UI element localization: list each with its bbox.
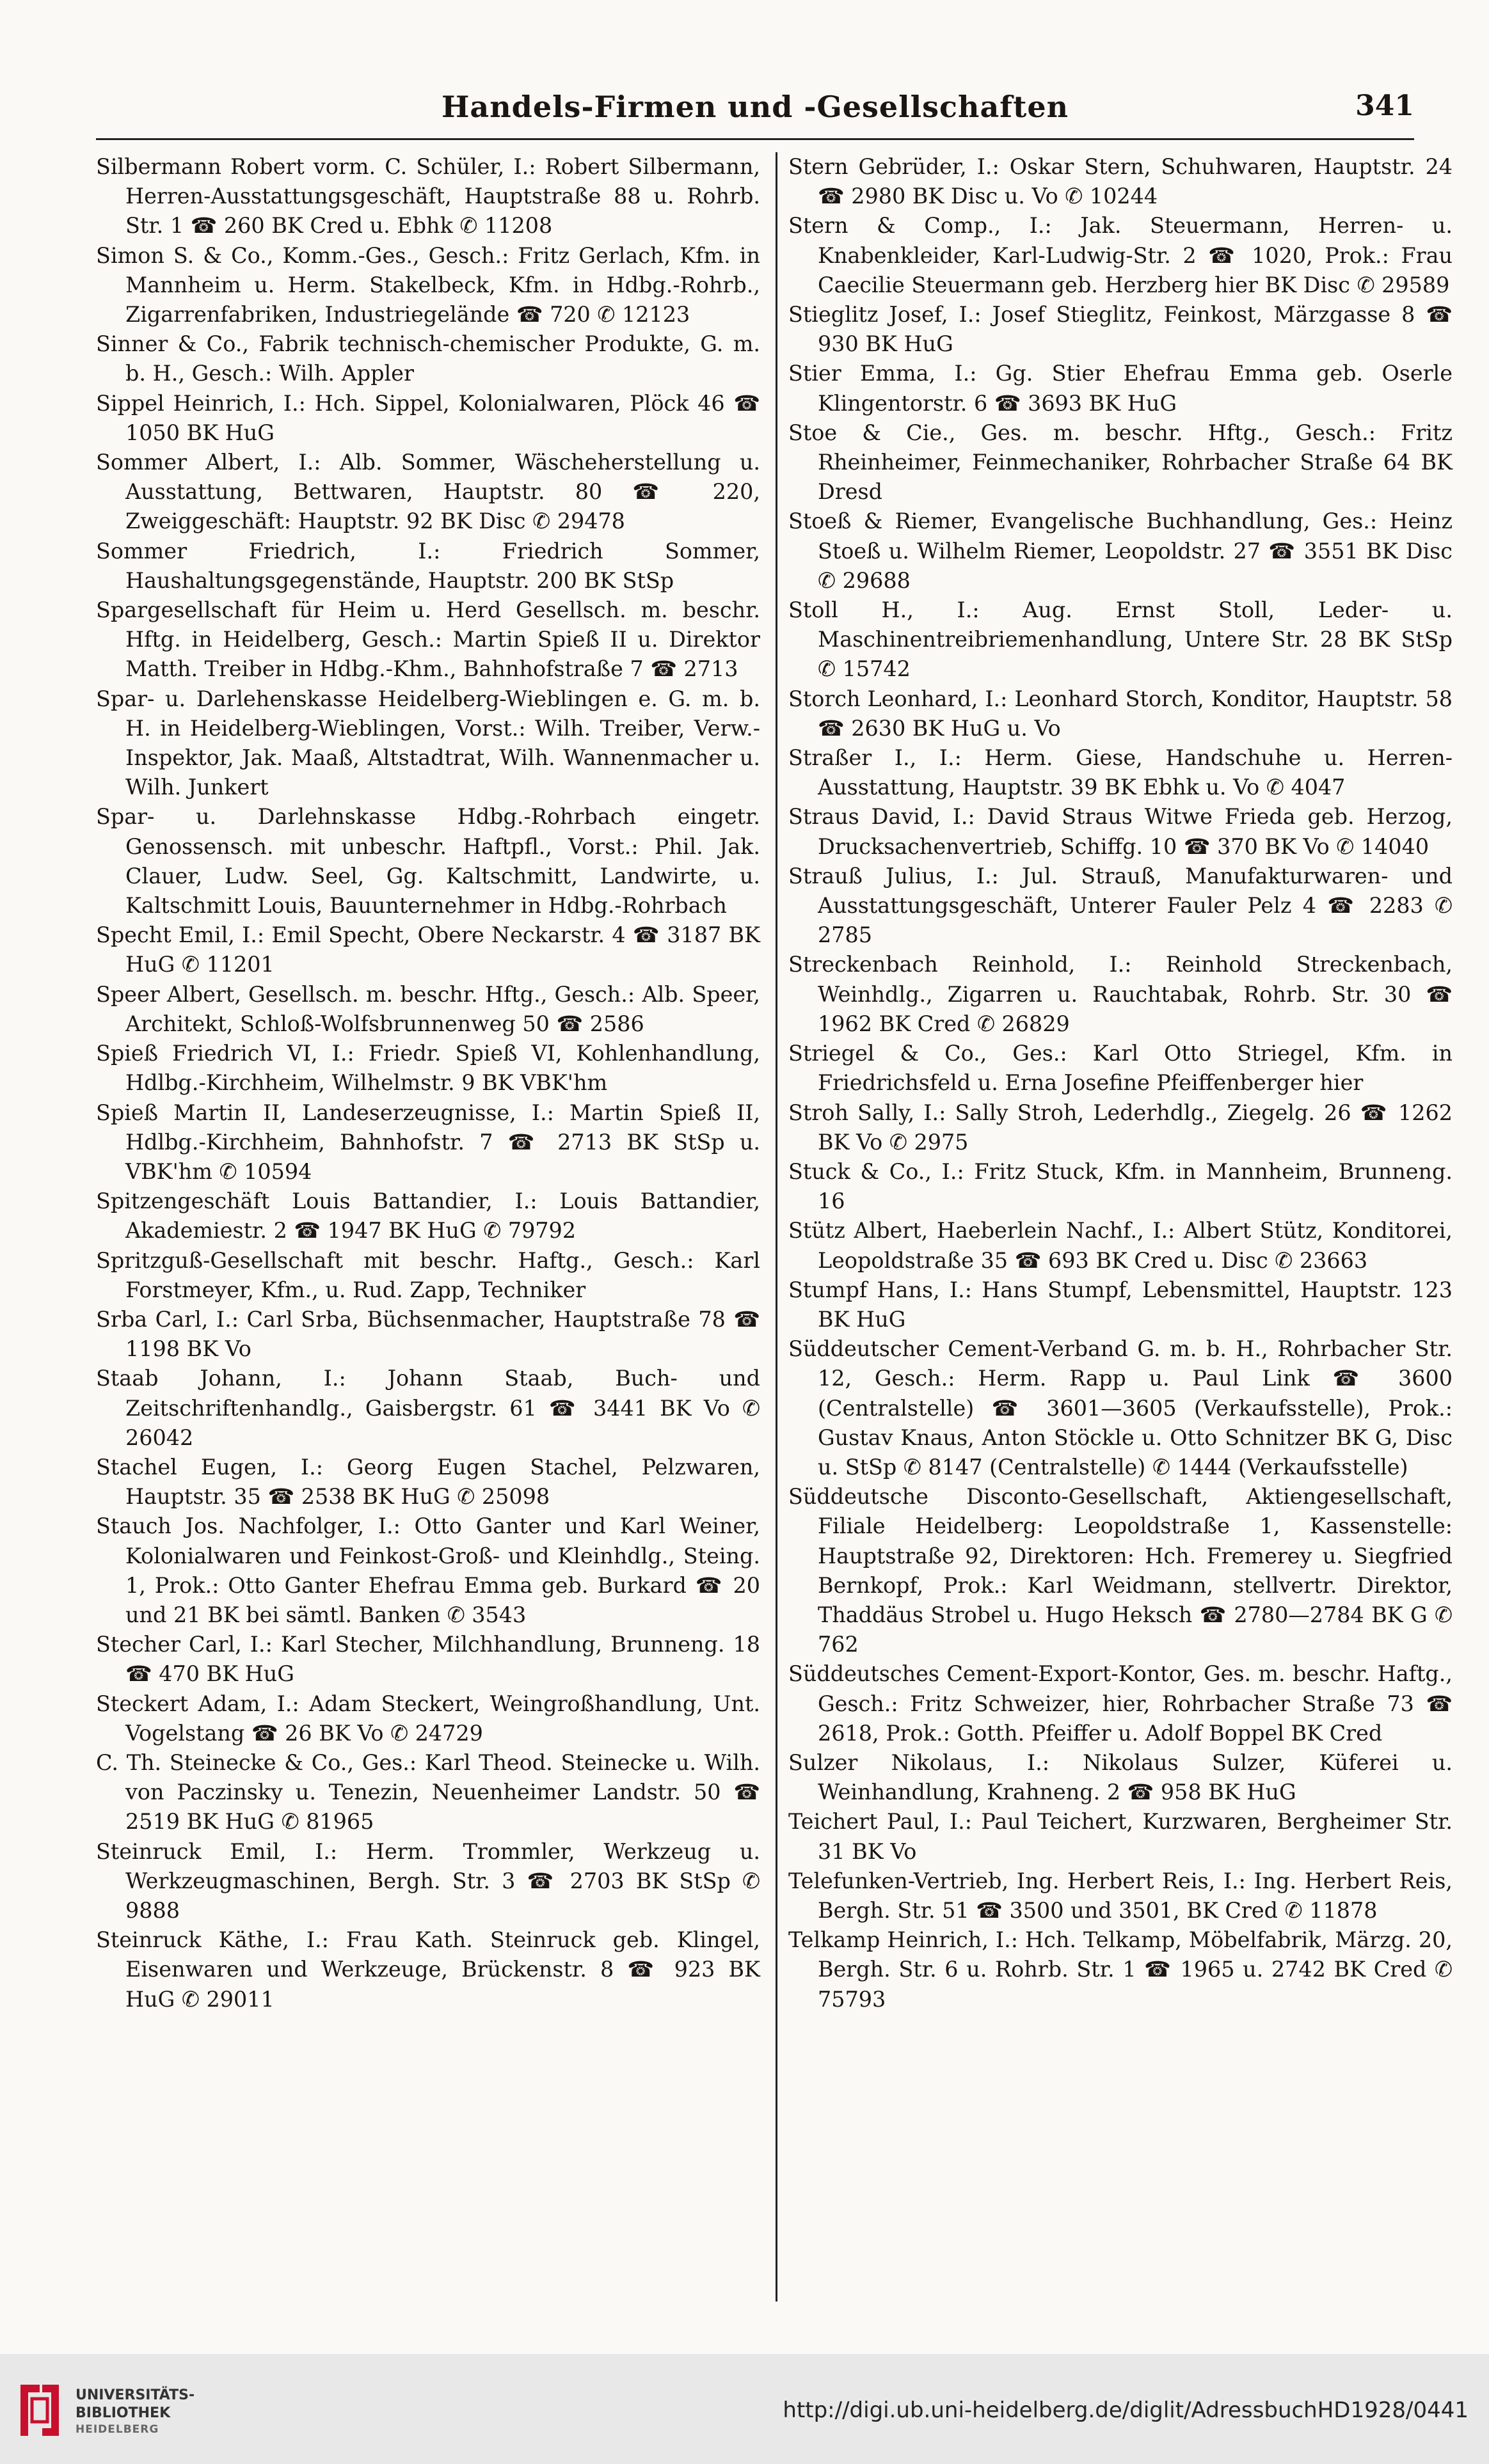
directory-entry: Simon S. & Co., Komm.-Ges., Gesch.: Fritz Gerlach, Kfm. in Mannheim u. Herm. Stakelbeck, Kfm. in Hdbg.-Rohrb., Zigarrenfabriken, Industriegelände ☎ 720 ✆ 12123 xyxy=(96,242,760,328)
directory-entry: Süddeutsche Disconto-Gesellschaft, Aktiengesellschaft, Filiale Heidelberg: Leopoldstraße 1, Kassenstelle: Hauptstraße 92, Direktoren: Hch. Fremerey u. Siegfried Bernkopf, Prok.: Karl Weidmann, stellvertr. Direktor, Thaddäus Strobel u. Hugo Heksch ☎ 2780—2784 BK G ✆ 762 xyxy=(788,1484,1453,1657)
directory-entry: Stütz Albert, Haeberlein Nachf., I.: Albert Stütz, Konditorei, Leopoldstraße 35 ☎ 693 BK Cred u. Disc ✆ 23663 xyxy=(788,1218,1453,1273)
directory-entry: Spargesellschaft für Heim u. Herd Gesellsch. m. beschr. Hftg. in Heidelberg, Gesch.: Martin Spieß II u. Direktor Matth. Treiber in Hdbg.-Khm., Bahnhofstraße 7 ☎ 2713 xyxy=(96,597,760,682)
directory-entry: Stern Gebrüder, I.: Oskar Stern, Schuhwaren, Hauptstr. 24 ☎ 2980 BK Disc u. Vo ✆ 10244 xyxy=(788,154,1453,209)
directory-entry: Steckert Adam, I.: Adam Steckert, Weingroßhandlung, Unt. Vogelstang ☎ 26 BK Vo ✆ 24729 xyxy=(96,1691,760,1746)
directory-entry: Sinner & Co., Fabrik technisch-chemischer Produkte, G. m. b. H., Gesch.: Wilh. Appler xyxy=(96,331,760,386)
library-logo[interactable] xyxy=(14,2380,206,2441)
directory-entry: Strauß Julius, I.: Jul. Strauß, Manufakturwaren- und Ausstattungsgeschäft, Unterer Fauler Pelz 4 ☎ 2283 ✆ 2785 xyxy=(788,863,1453,948)
directory-entry: Stern & Comp., I.: Jak. Steuermann, Herren- u. Knabenkleider, Karl-Ludwig-Str. 2 ☎ 1020, Prok.: Frau Caecilie Steuermann geb. Herzberg hier BK Disc ✆ 29589 xyxy=(788,213,1453,297)
directory-entry: Specht Emil, I.: Emil Specht, Obere Neckarstr. 4 ☎ 3187 BK HuG ✆ 11201 xyxy=(96,922,760,977)
directory-entry: Spieß Friedrich VI, I.: Friedr. Spieß VI, Kohlenhandlung, Hdlbg.-Kirchheim, Wilhelmstr. 9 BK VBK'hm xyxy=(96,1041,760,1096)
directory-entry: Telkamp Heinrich, I.: Hch. Telkamp, Möbelfabrik, Märzg. 20, Bergh. Str. 6 u. Rohrb. Str. 1 ☎ 1965 u. 2742 BK Cred ✆ 75793 xyxy=(788,1927,1453,2012)
header-rule xyxy=(96,138,1414,140)
directory-entry: Stecher Carl, I.: Karl Stecher, Milchhandlung, Brunneng. 18 ☎ 470 BK HuG xyxy=(96,1632,760,1687)
directory-entry: Striegel & Co., Ges.: Karl Otto Striegel, Kfm. in Friedrichsfeld u. Erna Josefine Pfeiffenberger hier xyxy=(788,1041,1453,1096)
directory-entry: Sulzer Nikolaus, I.: Nikolaus Sulzer, Küferei u. Weinhandlung, Krahneng. 2 ☎ 958 BK HuG xyxy=(788,1749,1453,1805)
directory-entry: Spritzguß-Gesellschaft mit beschr. Haftg., Gesch.: Karl Forstmeyer, Kfm., u. Rud. Zapp, Techniker xyxy=(96,1247,760,1302)
directory-entry: Streckenbach Reinhold, I.: Reinhold Streckenbach, Weinhdlg., Zigarren u. Rauchtabak, Rohrb. Str. 30 ☎ 1962 BK Cred ✆ 26829 xyxy=(788,952,1453,1036)
left-column xyxy=(96,152,760,2014)
directory-entry: Stroh Sally, I.: Sally Stroh, Lederhdlg., Ziegelg. 26 ☎ 1262 BK Vo ✆ 2975 xyxy=(788,1100,1453,1155)
directory-entry: C. Th. Steinecke & Co., Ges.: Karl Theod. Steinecke u. Wilh. von Paczinsky u. Tenezin, Neuenheimer Landstr. 50 ☎ 2519 BK HuG ✆ 81965 xyxy=(96,1749,760,1835)
page-title: Handels-Firmen und -Gesellschaften xyxy=(441,90,1069,124)
page-header xyxy=(96,90,1414,134)
directory-entry: Stoe & Cie., Ges. m. beschr. Hftg., Gesch.: Fritz Rheinheimer, Feinmechaniker, Rohrbacher Straße 64 BK Dresd xyxy=(788,420,1453,505)
directory-entry: Silbermann Robert vorm. C. Schüler, I.: Robert Silbermann, Herren-Ausstattungsgeschäft, Hauptstraße 88 u. Rohrb. Str. 1 ☎ 260 BK Cred u. Ebhk ✆ 11208 xyxy=(96,154,760,239)
directory-entry: Stuck & Co., I.: Fritz Stuck, Kfm. in Mannheim, Brunneng. 16 xyxy=(788,1158,1453,1214)
directory-entry: Spar- u. Darlehnskasse Hdbg.-Rohrbach eingetr. Genossensch. mit unbeschr. Haftpfl., Vorst.: Phil. Jak. Clauer, Ludw. Seel, Gg. Kaltschmitt, Landwirte, u. Kaltschmitt Louis, Bauunternehmer in Hdbg.-Rohrbach xyxy=(96,804,760,919)
directory-entry: Speer Albert, Gesellsch. m. beschr. Hftg., Gesch.: Alb. Speer, Architekt, Schloß-Wolfsbrunnenweg 50 ☎ 2586 xyxy=(96,981,760,1036)
directory-entry: Stauch Jos. Nachfolger, I.: Otto Ganter und Karl Weiner, Kolonialwaren und Feinkost-Groß- und Kleinhdlg., Steing. 1, Prok.: Otto Ganter Ehefrau Emma geb. Burkard ☎ 20 und 21 BK bei sämtl. Banken ✆ 3543 xyxy=(96,1513,760,1627)
directory-entry: Spieß Martin II, Landeserzeugnisse, I.: Martin Spieß II, Hdlbg.-Kirchheim, Bahnhofstr. 7 ☎ 2713 BK StSp u. VBK'hm ✆ 10594 xyxy=(96,1100,760,1184)
directory-entry: Teichert Paul, I.: Paul Teichert, Kurzwaren, Bergheimer Str. 31 BK Vo xyxy=(788,1809,1453,1864)
logo-text-line-3: HEIDELBERG xyxy=(76,2423,159,2436)
directory-entry: Stieglitz Josef, I.: Josef Stieglitz, Feinkost, Märzgasse 8 ☎ 930 BK HuG xyxy=(788,302,1453,357)
logo-text-line-1: UNIVERSITÄTS- xyxy=(76,2387,195,2403)
directory-entry: Sommer Albert, I.: Alb. Sommer, Wäscheherstellung u. Ausstattung, Bettwaren, Hauptstr. 80 ☎ 220, Zweiggeschäft: Hauptstr. 92 BK Disc ✆ 29478 xyxy=(96,450,760,534)
directory-entry: Telefunken-Vertrieb, Ing. Herbert Reis, I.: Ing. Herbert Reis, Bergh. Str. 51 ☎ 3500 und 3501, BK Cred ✆ 11878 xyxy=(788,1868,1453,1923)
directory-entry: Stier Emma, I.: Gg. Stier Ehefrau Emma geb. Oserle Klingentorstr. 6 ☎ 3693 BK HuG xyxy=(788,361,1453,416)
right-column xyxy=(788,152,1453,2014)
directory-entry: Storch Leonhard, I.: Leonhard Storch, Konditor, Hauptstr. 58 ☎ 2630 BK HuG u. Vo xyxy=(788,686,1453,741)
directory-entry: Stumpf Hans, I.: Hans Stumpf, Lebensmittel, Hauptstr. 123 BK HuG xyxy=(788,1277,1453,1332)
column-divider xyxy=(776,152,777,2302)
library-footer xyxy=(0,2354,1489,2464)
source-url-link[interactable]: http://digi.ub.uni-heidelberg.de/diglit/AdressbuchHD1928/0441 xyxy=(783,2397,1469,2423)
directory-entry: Srba Carl, I.: Carl Srba, Büchsenmacher, Hauptstraße 78 ☎ 1198 BK Vo xyxy=(96,1306,760,1362)
library-crest-icon xyxy=(14,2380,65,2441)
directory-entry: Straus David, I.: David Straus Witwe Frieda geb. Herzog, Drucksachenvertrieb, Schiffg. 10 ☎ 370 BK Vo ✆ 14040 xyxy=(788,804,1453,859)
directory-entry: Süddeutsches Cement-Export-Kontor, Ges. m. beschr. Haftg., Gesch.: Fritz Schweizer, hier, Rohrbacher Straße 73 ☎ 2618, Prok.: Gotth. Pfeiffer u. Adolf Boppel BK Cred xyxy=(788,1661,1453,1746)
directory-entry: Stachel Eugen, I.: Georg Eugen Stachel, Pelzwaren, Hauptstr. 35 ☎ 2538 BK HuG ✆ 25098 xyxy=(96,1454,760,1510)
directory-entry: Steinruck Emil, I.: Herm. Trommler, Werkzeug u. Werkzeugmaschinen, Bergh. Str. 3 ☎ 2703 BK StSp ✆ 9888 xyxy=(96,1838,760,1923)
logo-text-line-2: BIBLIOTHEK xyxy=(76,2405,171,2421)
directory-entry: Straßer I., I.: Herm. Giese, Handschuhe u. Herren-Ausstattung, Hauptstr. 39 BK Ebhk u. Vo ✆ 4047 xyxy=(788,745,1453,800)
page-number: 341 xyxy=(1355,90,1414,122)
directory-entry: Stoll H., I.: Aug. Ernst Stoll, Leder- u. Maschinentreibriemenhandlung, Untere Str. 28 BK StSp ✆ 15742 xyxy=(788,597,1453,682)
directory-entry: Sippel Heinrich, I.: Hch. Sippel, Kolonialwaren, Plöck 46 ☎ 1050 BK HuG xyxy=(96,390,760,445)
directory-entry: Staab Johann, I.: Johann Staab, Buch- und Zeitschriftenhandlg., Gaisbergstr. 61 ☎ 3441 BK Vo ✆ 26042 xyxy=(96,1366,760,1450)
directory-entry: Stoeß & Riemer, Evangelische Buchhandlung, Ges.: Heinz Stoeß u. Wilhelm Riemer, Leopoldstr. 27 ☎ 3551 BK Disc ✆ 29688 xyxy=(788,509,1453,593)
directory-entry: Spar- u. Darlehenskasse Heidelberg-Wieblingen e. G. m. b. H. in Heidelberg-Wieblingen, Vorst.: Wilh. Treiber, Verw.-Inspektor, Jak. Maaß, Altstadtrat, Wilh. Wannenmacher u. Wilh. Junkert xyxy=(96,686,760,800)
directory-entry: Spitzengeschäft Louis Battandier, I.: Louis Battandier, Akademiestr. 2 ☎ 1947 BK HuG ✆ 79792 xyxy=(96,1189,760,1244)
directory-entry: Süddeutscher Cement-Verband G. m. b. H., Rohrbacher Str. 12, Gesch.: Herm. Rapp u. Paul Link ☎ 3600 (Centralstelle) ☎ 3601—3605 (Verkaufsstelle), Prok.: Gustav Knaus, Anton Stöckle u. Otto Schnitzer BK G, Disc u. StSp ✆ 8147 (Centralstelle) ✆ 1444 (Verkaufsstelle) xyxy=(788,1336,1453,1480)
directory-entry: Sommer Friedrich, I.: Friedrich Sommer, Haushaltungsgegenstände, Hauptstr. 200 BK StSp xyxy=(96,538,760,593)
directory-entry: Steinruck Käthe, I.: Frau Kath. Steinruck geb. Klingel, Eisenwaren und Werkzeuge, Brückenstr. 8 ☎ 923 BK HuG ✆ 29011 xyxy=(96,1927,760,2012)
